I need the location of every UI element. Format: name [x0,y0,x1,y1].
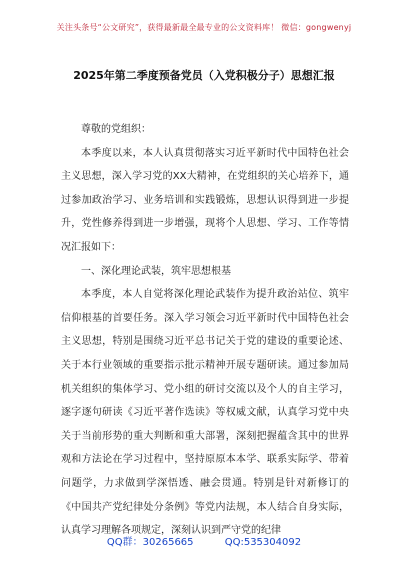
paragraph-intro: 本季度以来，本人认真贯彻落实习近平新时代中国特色社会主义思想，深入学习党的XX大精神，在党组织的关心培养下，通过参加政治学习、业务培训和实践锻炼，思想认识得到进一步提升，党性修养得到进一步增强，现将个人思想、学习、工作等情况汇报如下： [61,147,349,253]
qq-number: QQ:535304092 [224,537,302,548]
section-heading-1: 一、深化理论武装，筑牢思想根基 [81,265,231,277]
footer-contact [0,533,408,548]
paragraph-section-1: 本季度，本人自觉将深化理论武装作为提升政治站位、筑牢信仰根基的首要任务。深入学习领会习近平新时代中国特色社会主义思想，特别是围绕习近平总书记关于党的建设的重要论述、关于本行业领域的重要指示批示精神开展专题研读。通过参加局机关组织的集体学习、党小组的研讨交流以及个人的自主学习，逐字逐句研读《习近平著作选读》等权威文献，认真学习党中央关于当前形势的重大判断和重大部署，深刻把握蕴含其中的世界观和方法论在学习过程中，坚持原原本本学、联系实际学、带着问题学，力求做到学深悟透、融会贯通。特别是针对新修订的《中国共产党纪律处分条例》等党内法规，本人结合自身实际，认真学习理解各项规定，深刻认识到严守党的纪律 [61,289,349,537]
qq-group-number: QQ群：30265665 [106,537,194,548]
document-title: 2025年第二季度预备党员（入党积极分子）思想汇报 [73,69,335,82]
salutation: 尊敬的党组织： [81,124,151,135]
document-body [61,118,349,543]
header-promo-note: 关注头条号“公文研究”，获得最新最全最专业的公文资料库！ 微信：gongwenyj [56,23,352,32]
